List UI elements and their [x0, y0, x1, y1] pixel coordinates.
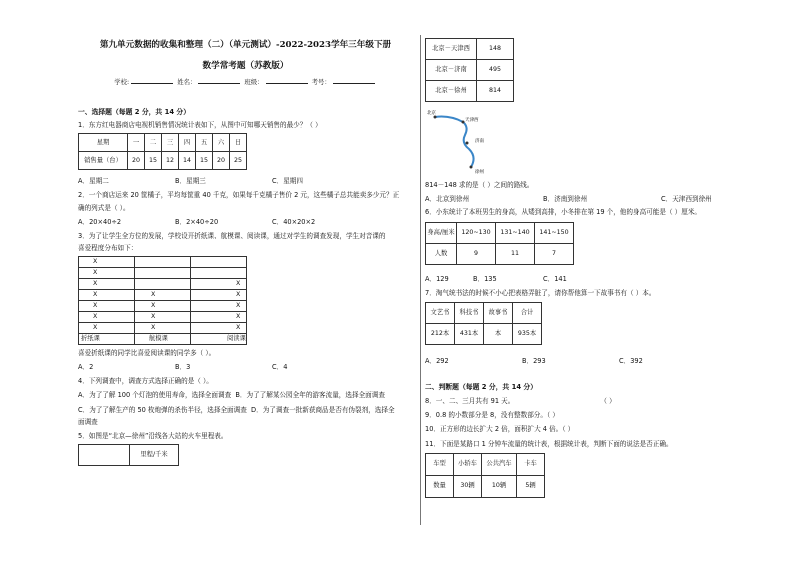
table-row — [426, 303, 542, 324]
table-row — [426, 324, 542, 345]
table-cell: 5辆 — [517, 475, 545, 497]
table-cell: 三 — [162, 134, 179, 152]
station-dot — [466, 142, 469, 145]
question-4: 4．下列调查中，调查方式选择正确的是（ ）。 — [78, 377, 213, 386]
class-field[interactable] — [266, 77, 308, 84]
table-cell: 本 — [484, 324, 513, 345]
option-c[interactable]: C．为了了解生产的 50 枚炮弹的杀伤半径，选择全面调查 — [78, 405, 247, 414]
option-c[interactable]: C．天津西到徐州 — [661, 195, 712, 204]
table-cell: 北京－徐州 — [426, 81, 477, 102]
table-cell: 卡车 — [517, 453, 545, 475]
question-3: 3．为了让学生全方位的发展，学校设开折纸课、航模课、阅读课，通过对学生的调查发现，学生对音课的 — [78, 232, 386, 241]
q3-options — [78, 363, 413, 371]
section-choice-title: 一、选择题（每题 2 分，共 14 分） — [78, 108, 191, 117]
option-c[interactable]: C．40×20×2 — [272, 217, 316, 226]
table-row — [426, 243, 574, 264]
student-info-line — [78, 77, 413, 86]
table-cell: X — [135, 289, 191, 300]
class-label: 班级： — [244, 78, 264, 87]
school-field[interactable] — [131, 77, 173, 84]
label-origami: 折纸课 — [79, 333, 135, 344]
table-cell: 148 — [477, 39, 514, 60]
label-model: 航模课 — [135, 333, 191, 344]
books-table — [425, 302, 542, 345]
table-row — [79, 300, 247, 311]
q6-options — [425, 275, 770, 283]
judge-8-text: 8．一、二、三月共有 91 天。 — [425, 396, 515, 405]
table-cell: 科技书 — [455, 303, 484, 324]
table-row — [79, 278, 247, 289]
table-row — [79, 256, 247, 267]
table-cell: 20 — [128, 152, 145, 170]
option-c[interactable]: C．392 — [619, 357, 643, 366]
label-reading: 阅读课 — [191, 333, 247, 344]
table-row — [79, 445, 179, 466]
table-cell: 431本 — [455, 324, 484, 345]
judge-11: 11．下面是某路口 1 分钟车流量的统计表，根据统计表，判断下面的说法是否正确。 — [425, 439, 673, 448]
option-b[interactable]: B．为了了解某公园全年的游客流量，选择全面调查 — [235, 391, 385, 400]
question-6: 6．小东统计了本班男生的身高，从矮到高排，小冬排在第 19 个，他的身高可能是（ ）厘米。 — [425, 208, 702, 217]
table-cell: X — [79, 267, 135, 278]
q7-options — [425, 357, 770, 365]
option-b[interactable]: B．3 — [175, 362, 191, 371]
route-map — [425, 107, 770, 177]
table-cell: X — [191, 289, 247, 300]
option-a[interactable]: A．北京到徐州 — [425, 195, 470, 204]
number-field[interactable] — [333, 77, 375, 84]
q5-options — [425, 195, 770, 203]
option-b[interactable]: B．星期三 — [175, 177, 206, 186]
table-cell: 12 — [162, 152, 179, 170]
judge-10: 10．正方形的边长扩大 2 倍，面积扩大 4 倍。（ ） — [425, 425, 575, 434]
option-d[interactable]: D．为了调查一批新获商品是否有伪裂剂，选择全 — [251, 405, 395, 414]
table-cell: 合计 — [513, 303, 542, 324]
option-a[interactable]: A．为了了解 100 个灯泡的使用寿命，选择全面调查 — [78, 391, 232, 400]
table-row — [426, 222, 574, 243]
table-cell: 五 — [196, 134, 213, 152]
table-cell: 131~140 — [496, 222, 535, 243]
section-judge-title: 二、判断题（每题 2 分，共 14 分） — [425, 383, 538, 392]
table-row — [79, 289, 247, 300]
table-cell: 7 — [535, 243, 574, 264]
table-cell: 一 — [128, 134, 145, 152]
table-cell: 20 — [213, 152, 230, 170]
station-dot — [470, 166, 473, 169]
question-2: 2．一个商店运来 20 筐橘子，平均每筐重 40 千克，如果每千克橘子售价 2 元，这些橘子总共能卖多少元？正 — [78, 191, 400, 200]
q2-options — [78, 218, 413, 226]
option-b[interactable]: B．293 — [522, 357, 546, 366]
left-column — [78, 40, 413, 466]
table-row — [426, 475, 545, 497]
table-cell: X — [79, 278, 135, 289]
table-row — [79, 134, 247, 152]
table-cell — [135, 256, 191, 267]
table-cell: 212本 — [426, 324, 455, 345]
name-field[interactable] — [198, 77, 240, 84]
mileage-table-head — [78, 444, 179, 466]
table-cell — [191, 267, 247, 278]
sales-table — [78, 133, 247, 170]
number-label: 考号： — [311, 78, 331, 87]
q1-options — [78, 177, 413, 185]
table-row — [79, 311, 247, 322]
table-cell: 15 — [145, 152, 162, 170]
table-cell: 814 — [477, 81, 514, 102]
table-cell: 120~130 — [457, 222, 496, 243]
q4-option-d-cont: 面调查 — [78, 417, 98, 426]
option-b[interactable]: B．济南到徐州 — [543, 195, 588, 204]
table-cell: 10辆 — [482, 475, 517, 497]
question-3-cont: 喜爱程度分布如下： — [78, 244, 138, 253]
option-c[interactable]: C．4 — [272, 362, 288, 371]
judge-8 — [425, 397, 770, 405]
table-row — [426, 453, 545, 475]
route-map-svg — [425, 107, 505, 177]
table-cell: 销售量（台） — [79, 152, 128, 170]
table-cell: 小轿车 — [454, 453, 482, 475]
question-7: 7．淘气统书法的时候不小心把表格弄脏了，请你帮他算一下故事书有（ ）本。 — [425, 288, 656, 297]
table-cell: X — [191, 278, 247, 289]
option-a[interactable]: A．129 — [425, 274, 449, 283]
option-c[interactable]: C．星期四 — [272, 177, 303, 186]
table-row — [79, 333, 247, 344]
table-row — [79, 322, 247, 333]
map-label-xuzhou: 徐州 — [475, 170, 484, 175]
question-1: 1．东方红电器商店电视机销售情况统计表如下，从图中可知哪天销售的最少？（ ） — [78, 120, 322, 129]
option-c[interactable]: C．141 — [543, 274, 567, 283]
school-label: 学校: — [114, 78, 130, 87]
table-cell: X — [135, 322, 191, 333]
table-cell: 人数 — [426, 243, 457, 264]
option-b[interactable]: B．135 — [473, 274, 497, 283]
question-3-ask: 喜爱折纸课的同学比喜爱阅读课的同学多（ ）。 — [78, 348, 216, 357]
page-title: 第九单元数据的收集和整理（二）（单元测试）-2022-2023学年三年级下册 — [99, 40, 392, 50]
table-row — [426, 60, 514, 81]
table-cell: 公共汽车 — [482, 453, 517, 475]
table-row — [426, 81, 514, 102]
q4-options-ab — [78, 391, 413, 399]
table-cell — [191, 256, 247, 267]
table-cell: 25 — [230, 152, 247, 170]
column-divider — [420, 35, 421, 525]
table-cell: 六 — [213, 134, 230, 152]
table-cell: 495 — [477, 60, 514, 81]
table-cell: X — [79, 300, 135, 311]
name-label: 姓名： — [177, 78, 197, 87]
right-column — [425, 38, 770, 498]
table-cell — [135, 267, 191, 278]
table-cell: X — [191, 322, 247, 333]
map-label-jinan: 济南 — [475, 139, 484, 144]
map-label-beijing: 北京 — [427, 111, 436, 116]
option-a[interactable]: A．2 — [78, 362, 94, 371]
map-label-tianjin: 天津西 — [465, 118, 479, 123]
table-cell: 935本 — [513, 324, 542, 345]
page-subtitle: 数学常考题（苏教版） — [202, 60, 289, 71]
table-row — [79, 152, 247, 170]
table-row — [426, 39, 514, 60]
table-cell: 数量 — [426, 475, 454, 497]
table-cell: 里程/千米 — [130, 445, 179, 466]
table-cell: 文艺书 — [426, 303, 455, 324]
table-cell: X — [79, 311, 135, 322]
table-cell: X — [135, 300, 191, 311]
height-table — [425, 222, 574, 265]
table-cell: X — [79, 322, 135, 333]
table-cell: 北京－天津西 — [426, 39, 477, 60]
option-a[interactable]: A．292 — [425, 357, 449, 366]
table-cell: X — [79, 289, 135, 300]
table-row — [79, 267, 247, 278]
table-cell: X — [191, 300, 247, 311]
option-a[interactable]: A．星期二 — [78, 177, 109, 186]
table-cell: X — [79, 256, 135, 267]
question-5-ask: 814－148 求的是（ ）之间的路线。 — [425, 181, 534, 189]
table-cell: 北京－济南 — [426, 60, 477, 81]
answer-paren[interactable]: （ ） — [600, 396, 616, 405]
table-cell: 15 — [196, 152, 213, 170]
table-cell: X — [191, 311, 247, 322]
traffic-table — [425, 453, 545, 498]
question-2-cont: 确的列式是（ ）。 — [78, 203, 130, 212]
table-cell — [79, 445, 130, 466]
option-a[interactable]: A．20×40÷2 — [78, 217, 122, 226]
question-5: 5．如图是“北京—徐州”沿线各大站的火车里程表。 — [78, 432, 228, 440]
option-b[interactable]: B．2×40÷20 — [175, 217, 219, 226]
table-cell: 141~150 — [535, 222, 574, 243]
table-cell: 四 — [179, 134, 196, 152]
table-cell: 身高/厘米 — [426, 222, 457, 243]
preference-table — [78, 256, 247, 345]
table-cell: 11 — [496, 243, 535, 264]
table-cell: 9 — [457, 243, 496, 264]
mileage-table — [425, 38, 514, 102]
table-cell: 日 — [230, 134, 247, 152]
q4-options-cd — [78, 406, 413, 414]
table-cell: 车型 — [426, 453, 454, 475]
table-cell: 14 — [179, 152, 196, 170]
table-cell: 二 — [145, 134, 162, 152]
table-cell: 30辆 — [454, 475, 482, 497]
table-cell — [135, 278, 191, 289]
table-cell: 星期 — [79, 134, 128, 152]
table-cell: 故事书 — [484, 303, 513, 324]
judge-9: 9．0.8 的小数部分是 8，没有整数部分。（ ） — [425, 411, 559, 420]
table-cell: X — [135, 311, 191, 322]
